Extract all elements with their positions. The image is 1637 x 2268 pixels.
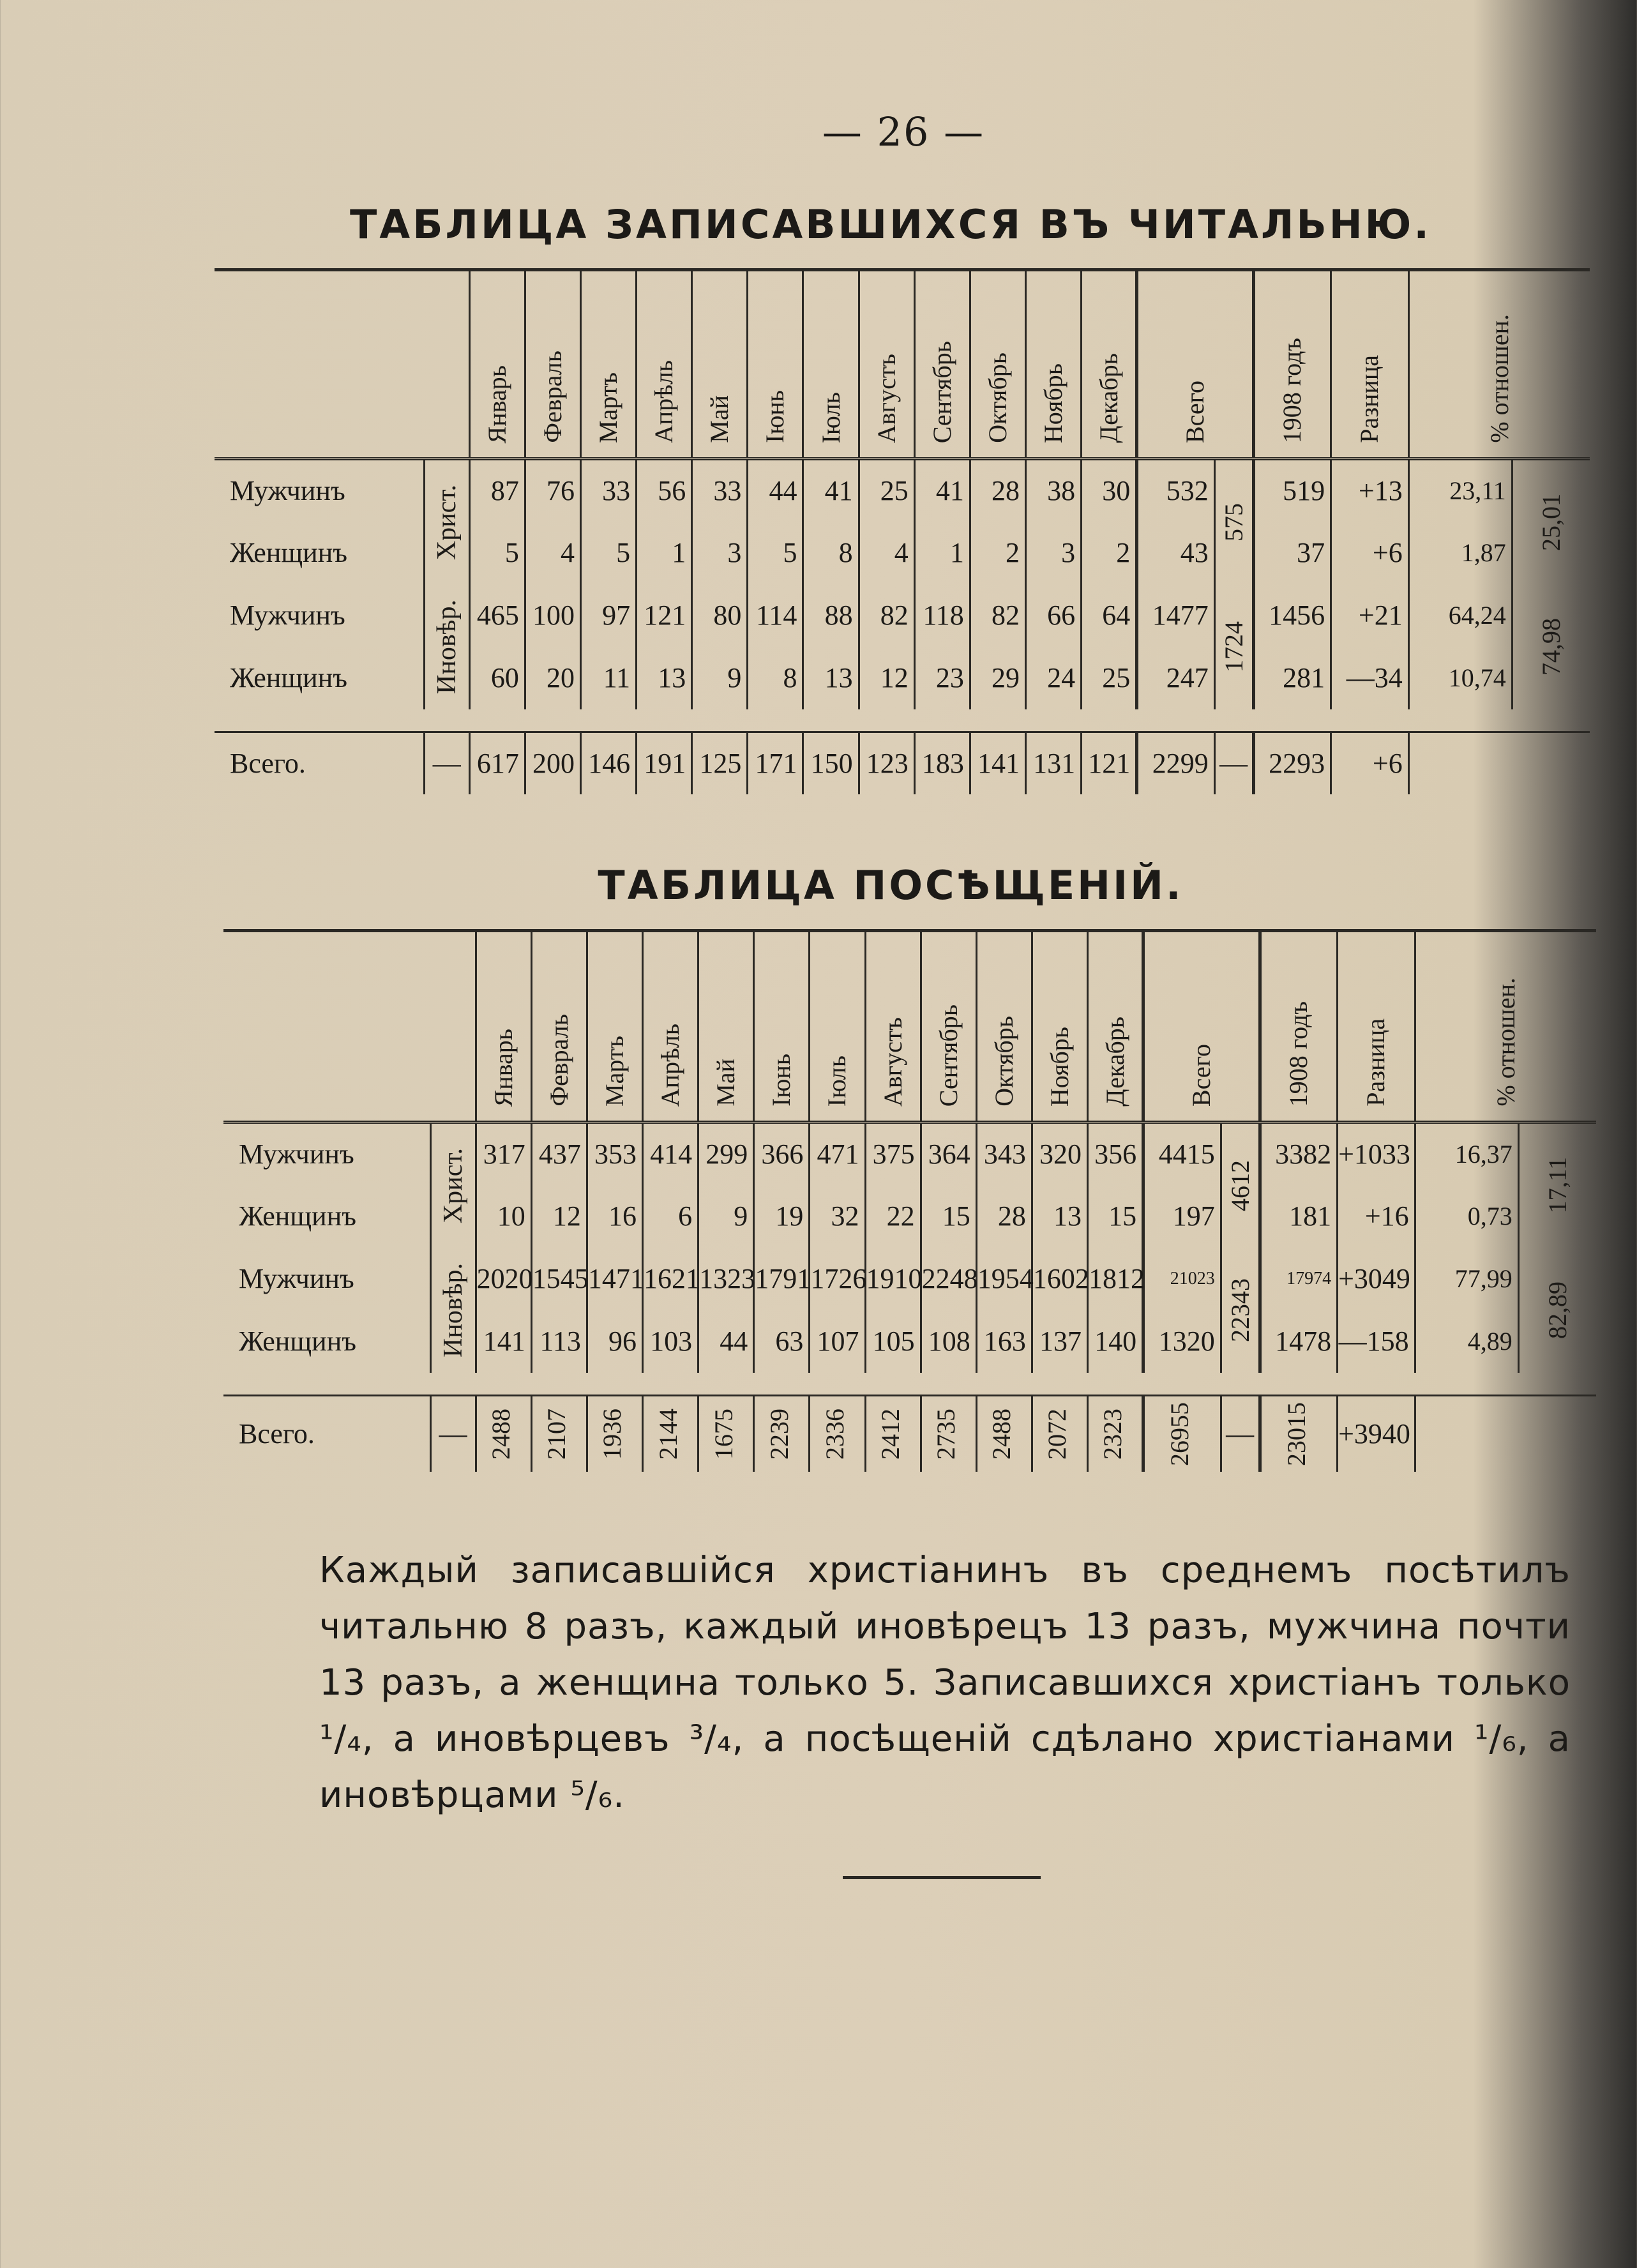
table-cell-1908: 281 — [1253, 647, 1331, 709]
group-total: 4612 — [1225, 1160, 1255, 1211]
table-cell: 23 — [914, 647, 970, 709]
header-difference: Разница — [1361, 1018, 1391, 1107]
table-row — [223, 1123, 1596, 1185]
header-may: Май — [705, 395, 734, 443]
table-cell-percent: 4,89 — [1415, 1310, 1518, 1373]
group-label: Христ. — [432, 484, 462, 560]
table-cell: 114 — [748, 584, 803, 647]
header-may: Май — [711, 1059, 741, 1107]
table-cell: 96 — [587, 1310, 642, 1373]
table-cell: 414 — [643, 1123, 698, 1185]
table-cell-difference: +13 — [1331, 459, 1409, 522]
group-total-cell — [1221, 1123, 1260, 1248]
table-cell: 12 — [859, 647, 914, 709]
total-value: 1675 — [709, 1408, 738, 1460]
total-label: Всего. — [239, 1418, 315, 1450]
table-cell: 2020 — [476, 1248, 531, 1310]
total-cell — [810, 1395, 865, 1472]
table-cell: 437 — [531, 1123, 587, 1185]
total-cell: 183 — [914, 732, 970, 794]
table-cell: 2248 — [921, 1248, 976, 1310]
table-cell: 82 — [970, 584, 1025, 647]
table-cell: 64 — [1082, 584, 1137, 647]
table-cell: 21023 — [1143, 1248, 1221, 1310]
table-cell: 1791 — [754, 1248, 810, 1310]
table-cell: 9 — [698, 1185, 754, 1248]
table-cell: 4 — [525, 522, 580, 584]
table-cell: 1471 — [587, 1248, 642, 1310]
table-cell-1908: 1456 — [1253, 584, 1331, 647]
table-cell: 1954 — [976, 1248, 1032, 1310]
total-value: 2107 — [542, 1408, 571, 1460]
table-cell: 1 — [914, 522, 970, 584]
table-cell: 3 — [1025, 522, 1081, 584]
table-cell: 41 — [803, 459, 859, 522]
header-october: Октябрь — [989, 1016, 1018, 1107]
table-cell: 10 — [476, 1185, 531, 1248]
total-cell: 131 — [1025, 732, 1081, 794]
table1-header-row — [215, 270, 1590, 459]
total-cell: 146 — [580, 732, 636, 794]
table-cell-1908: 3382 — [1260, 1123, 1338, 1185]
table-cell: 80 — [692, 584, 748, 647]
table-cell: 197 — [1143, 1185, 1221, 1248]
table2-title: ТАБЛИЦА ПОСѢЩЕНІЙ. — [598, 862, 1184, 909]
total-cell — [976, 1395, 1032, 1472]
total-difference: +6 — [1331, 732, 1409, 794]
table-cell-difference: +1033 — [1338, 1123, 1415, 1185]
group-label: Иновѣр. — [438, 1262, 468, 1357]
total-dash: — — [430, 1395, 476, 1472]
table-cell: 29 — [970, 647, 1025, 709]
table-cell: 5 — [580, 522, 636, 584]
total-value: 2488 — [987, 1408, 1016, 1460]
table-cell: 12 — [531, 1185, 587, 1248]
table-cell-difference: —158 — [1338, 1310, 1415, 1373]
table-cell-difference: +16 — [1338, 1185, 1415, 1248]
table-cell: 11 — [580, 647, 636, 709]
header-october: Октябрь — [983, 352, 1012, 443]
total-row — [223, 1395, 1596, 1472]
table-cell: 1910 — [865, 1248, 921, 1310]
table-cell: 353 — [587, 1123, 642, 1185]
table-cell: 38 — [1025, 459, 1081, 522]
header-july: Іюль — [816, 391, 845, 443]
table-cell-percent: 16,37 — [1415, 1123, 1518, 1185]
group-cell — [430, 1248, 476, 1373]
table-cell: 43 — [1137, 522, 1215, 584]
header-january: Январь — [482, 365, 511, 443]
table-cell: 366 — [754, 1123, 810, 1185]
total-label: Всего. — [230, 748, 306, 780]
table-cell: 60 — [469, 647, 525, 709]
header-march: Мартъ — [594, 372, 622, 443]
row-label: Женщинъ — [239, 1326, 356, 1357]
total-value: 1936 — [598, 1408, 627, 1460]
table-cell: 532 — [1137, 459, 1215, 522]
table-cell: 44 — [698, 1310, 754, 1373]
table-cell-difference: +6 — [1331, 522, 1409, 584]
group-total: 575 — [1219, 503, 1248, 541]
total-value: 2144 — [653, 1408, 683, 1460]
total-cell — [1143, 1395, 1221, 1472]
total-cell — [698, 1395, 754, 1472]
table-cell-1908: 181 — [1260, 1185, 1338, 1248]
table-cell: 163 — [976, 1310, 1032, 1373]
summary-paragraph: Каждый записавшійся христіанинъ въ среднемъ посѣтилъ читальню 8 разъ, каждый иновѣрецъ 13 разъ, мужчина почти 13 разъ, а женщина только 5. Записавшихся христіанъ только ¹/₄, а иновѣрцевъ ³/₄, а посѣщеній сдѣлано христіанами ¹/₆, а иновѣрцами ⁵/₆. — [319, 1550, 1571, 1816]
table-cell: 32 — [810, 1185, 865, 1248]
table-cell: 375 — [865, 1123, 921, 1185]
row-label: Мужчинъ — [239, 1138, 354, 1170]
table-cell: 97 — [580, 584, 636, 647]
total-cell — [1088, 1395, 1143, 1472]
row-label: Женщинъ — [230, 537, 347, 568]
table-cell: 22 — [865, 1185, 921, 1248]
group-percent: 17,11 — [1543, 1157, 1573, 1214]
table-cell: 1812 — [1088, 1248, 1143, 1310]
table-cell-percent: 1,87 — [1408, 522, 1512, 584]
table-cell: 320 — [1032, 1123, 1087, 1185]
table-cell: 66 — [1025, 584, 1081, 647]
total-value: 2323 — [1098, 1408, 1128, 1460]
table-cell: 3 — [692, 522, 748, 584]
table-cell: 4415 — [1143, 1123, 1221, 1185]
header-1908: 1908 годъ — [1284, 1001, 1313, 1107]
table-cell: 465 — [469, 584, 525, 647]
table-row — [223, 1248, 1596, 1310]
separator-cell — [223, 1373, 1596, 1396]
table-cell: 1621 — [643, 1248, 698, 1310]
total-percent-empty — [1415, 1395, 1596, 1472]
total-cell: 2299 — [1137, 732, 1215, 794]
table-cell: 82 — [859, 584, 914, 647]
table-cell: 103 — [643, 1310, 698, 1373]
group-label: Иновѣр. — [432, 599, 462, 694]
table-cell-percent: 0,73 — [1415, 1185, 1518, 1248]
table-cell: 13 — [637, 647, 692, 709]
header-percent: % отношен. — [1491, 978, 1520, 1107]
table-row — [223, 1185, 1596, 1248]
table-cell: 25 — [859, 459, 914, 522]
table-cell: 15 — [921, 1185, 976, 1248]
table-cell: 8 — [803, 522, 859, 584]
table-cell-difference: —34 — [1331, 647, 1409, 709]
header-june: Іюнь — [767, 1054, 796, 1107]
table-cell: 1 — [637, 522, 692, 584]
table-cell: 317 — [476, 1123, 531, 1185]
table-cell-percent: 23,11 — [1408, 459, 1512, 522]
table-cell: 4 — [859, 522, 914, 584]
closing-rule — [843, 1876, 1041, 1879]
table-cell: 88 — [803, 584, 859, 647]
total-cell: 200 — [525, 732, 580, 794]
total-value: 2072 — [1043, 1408, 1072, 1460]
table-cell: 28 — [970, 459, 1025, 522]
group-percent-cell — [1518, 1248, 1596, 1373]
total-difference: +3940 — [1338, 1395, 1415, 1472]
table-cell: 8 — [748, 647, 803, 709]
total-cell — [921, 1395, 976, 1472]
total-percent-empty — [1408, 732, 1590, 794]
table-cell: 25 — [1082, 647, 1137, 709]
table-cell-1908: 1478 — [1260, 1310, 1338, 1373]
group-total-cell — [1214, 584, 1253, 709]
table-cell: 105 — [865, 1310, 921, 1373]
total-value: 2735 — [932, 1408, 961, 1460]
separator-cell — [215, 709, 1590, 732]
separator-row — [223, 1373, 1596, 1396]
table-cell: 16 — [587, 1185, 642, 1248]
total-cell: 191 — [637, 732, 692, 794]
group-cell — [430, 1123, 476, 1248]
total-value: 2412 — [876, 1408, 905, 1460]
total-cell: 171 — [748, 732, 803, 794]
table-cell: 2 — [970, 522, 1025, 584]
table-cell: 20 — [525, 647, 580, 709]
row-label: Женщинъ — [230, 662, 347, 693]
total-value: 2336 — [820, 1408, 849, 1460]
header-march: Мартъ — [600, 1036, 629, 1107]
table-row — [215, 459, 1590, 522]
table-cell: 141 — [476, 1310, 531, 1373]
header-june: Іюнь — [760, 390, 790, 443]
header-january: Январь — [488, 1028, 518, 1107]
header-december: Декабрь — [1094, 353, 1123, 443]
group-total-cell — [1214, 459, 1253, 584]
table-cell: 356 — [1088, 1123, 1143, 1185]
table-cell: 1545 — [531, 1248, 587, 1310]
table-cell: 107 — [810, 1310, 865, 1373]
total-cell — [865, 1395, 921, 1472]
total-cell — [754, 1395, 810, 1472]
header-total: Всего — [1180, 380, 1209, 443]
table-cell: 87 — [469, 459, 525, 522]
group-percent-cell — [1512, 459, 1590, 584]
table-cell: 13 — [803, 647, 859, 709]
group-percent-cell — [1518, 1123, 1596, 1248]
table-cell: 471 — [810, 1123, 865, 1185]
table-row — [215, 647, 1590, 709]
total-1908: 2293 — [1253, 732, 1331, 794]
header-percent: % отношен. — [1484, 314, 1514, 443]
group-cell — [424, 459, 469, 584]
group-percent-cell — [1512, 584, 1590, 709]
total-1908-value: 23015 — [1281, 1402, 1311, 1466]
table-cell-1908: 37 — [1253, 522, 1331, 584]
table-cell: 33 — [580, 459, 636, 522]
table-row — [215, 522, 1590, 584]
table-cell: 15 — [1088, 1185, 1143, 1248]
table-cell: 13 — [1032, 1185, 1087, 1248]
group-total-cell — [1221, 1248, 1260, 1373]
table-cell: 1726 — [810, 1248, 865, 1310]
total-row — [215, 732, 1590, 794]
total-cell: 150 — [803, 732, 859, 794]
table-cell: 108 — [921, 1310, 976, 1373]
table-cell: 5 — [748, 522, 803, 584]
total-cell: 125 — [692, 732, 748, 794]
table-cell: 1477 — [1137, 584, 1215, 647]
header-august: Августъ — [871, 353, 901, 443]
row-label: Мужчинъ — [239, 1263, 354, 1294]
table-cell: 137 — [1032, 1310, 1087, 1373]
total-cell — [643, 1395, 698, 1472]
table-cell-difference: +21 — [1331, 584, 1409, 647]
table-cell: 9 — [692, 647, 748, 709]
table-row — [215, 584, 1590, 647]
table-cell: 41 — [914, 459, 970, 522]
table-cell-percent: 64,24 — [1408, 584, 1512, 647]
table-registered — [215, 268, 1590, 794]
total-mid-dash: — — [1221, 1395, 1260, 1472]
table-cell: 33 — [692, 459, 748, 522]
table-cell: 364 — [921, 1123, 976, 1185]
table-cell: 121 — [637, 584, 692, 647]
table-cell: 299 — [698, 1123, 754, 1185]
header-difference: Разница — [1355, 355, 1384, 443]
table-cell: 63 — [754, 1310, 810, 1373]
total-value: 2239 — [764, 1408, 794, 1460]
table-cell: 1602 — [1032, 1248, 1087, 1310]
table-cell: 118 — [914, 584, 970, 647]
table-cell-1908: 17974 — [1260, 1248, 1338, 1310]
table-cell: 5 — [469, 522, 525, 584]
table-cell: 113 — [531, 1310, 587, 1373]
group-total: 22343 — [1225, 1278, 1255, 1342]
table-cell-percent: 77,99 — [1415, 1248, 1518, 1310]
table-cell: 6 — [643, 1185, 698, 1248]
table-cell: 30 — [1082, 459, 1137, 522]
separator-row — [215, 709, 1590, 732]
header-total: Всего — [1186, 1043, 1216, 1107]
total-cell: 141 — [970, 732, 1025, 794]
total-cell — [476, 1395, 531, 1472]
table-cell: 2 — [1082, 522, 1137, 584]
table-cell: 140 — [1088, 1310, 1143, 1373]
table-cell: 343 — [976, 1123, 1032, 1185]
group-percent: 74,98 — [1537, 617, 1566, 676]
total-value: 26955 — [1165, 1402, 1195, 1466]
table1-title: ТАБЛИЦА ЗАПИСАВШИХСЯ ВЪ ЧИТАЛЬНЮ. — [350, 201, 1431, 248]
header-november: Ноябрь — [1039, 363, 1067, 443]
header-april: Апрѣль — [656, 1023, 685, 1107]
total-mid-dash: — — [1214, 732, 1253, 794]
total-cell — [587, 1395, 642, 1472]
header-april: Апрѣль — [649, 359, 679, 443]
group-percent: 82,89 — [1543, 1281, 1573, 1339]
header-1908: 1908 годъ — [1278, 337, 1307, 443]
table-cell: 76 — [525, 459, 580, 522]
table-cell: 100 — [525, 584, 580, 647]
page-number: — 26 — — [822, 109, 985, 155]
header-december: Декабрь — [1100, 1017, 1129, 1107]
group-total: 1724 — [1219, 621, 1248, 672]
table-cell: 19 — [754, 1185, 810, 1248]
group-cell — [424, 584, 469, 709]
table-visits — [223, 929, 1596, 1472]
total-cell: 123 — [859, 732, 914, 794]
group-label: Христ. — [438, 1147, 468, 1223]
row-label: Мужчинъ — [230, 600, 345, 631]
header-september: Сентябрь — [927, 340, 956, 443]
total-cell: 121 — [1082, 732, 1137, 794]
table-cell: 1320 — [1143, 1310, 1221, 1373]
total-dash: — — [424, 732, 469, 794]
table-cell-percent: 10,74 — [1408, 647, 1512, 709]
table-cell: 44 — [748, 459, 803, 522]
row-label: Мужчинъ — [230, 475, 345, 507]
total-1908 — [1260, 1395, 1338, 1472]
table-cell: 1323 — [698, 1248, 754, 1310]
total-cell: 617 — [469, 732, 525, 794]
header-february: Февраль — [538, 351, 567, 443]
header-february: Февраль — [544, 1014, 573, 1107]
total-cell — [531, 1395, 587, 1472]
table-row — [223, 1310, 1596, 1373]
table-cell: 247 — [1137, 647, 1215, 709]
header-november: Ноябрь — [1045, 1026, 1074, 1107]
table2-header-row — [223, 931, 1596, 1123]
header-july: Іюль — [822, 1055, 852, 1107]
table-cell-1908: 519 — [1253, 459, 1331, 522]
table-cell: 28 — [976, 1185, 1032, 1248]
header-august: Августъ — [878, 1017, 907, 1107]
row-label: Женщинъ — [239, 1200, 356, 1232]
group-percent: 25,01 — [1537, 493, 1566, 551]
header-september: Сентябрь — [933, 1004, 963, 1107]
table-cell: 56 — [637, 459, 692, 522]
table-cell-difference: +3049 — [1338, 1248, 1415, 1310]
table-cell: 24 — [1025, 647, 1081, 709]
total-value: 2488 — [487, 1408, 516, 1460]
total-cell — [1032, 1395, 1087, 1472]
